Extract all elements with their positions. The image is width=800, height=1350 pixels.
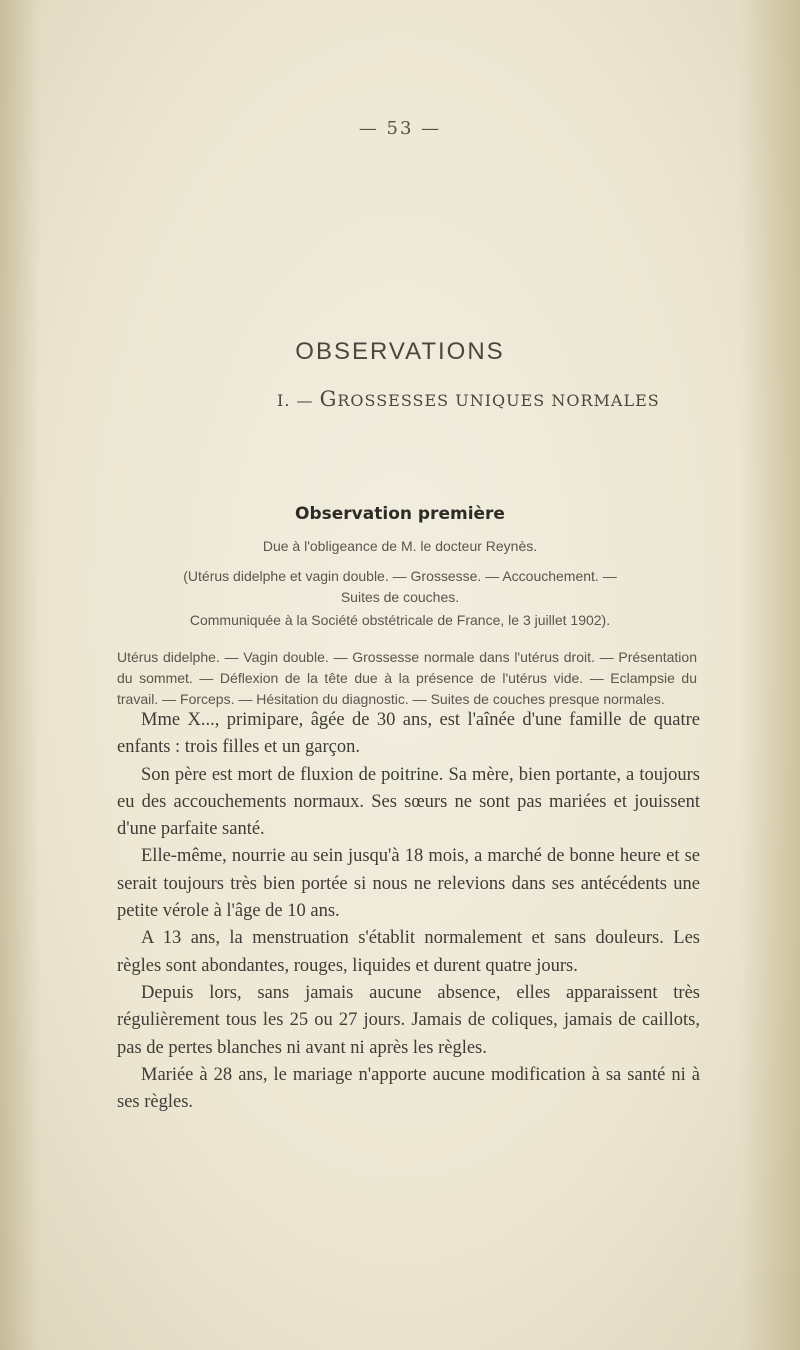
case-summary: Utérus didelphe. — Vagin double. — Grossesse normale dans l'utérus droit. — Présentation du sommet. — Déflexion de la tête due à la présence de l'utérus vide. — Eclampsie du travail. — Forceps. — Hésitation du diagnostic. — Suites de couches presque normales. [117,649,697,707]
section-rest: ROSSESSES UNIQUES NORMALES [337,391,660,410]
subject-line-2: Suites de couches. [340,589,460,605]
subject-line-1: (Utérus didelphe et vagin double. — Grossesse. — Accouchement. — [183,568,617,584]
paragraph: Depuis lors, sans jamais aucune absence, elles apparaissent très régulièrement tous les 25 ou 27 jours. Jamais de coliques, jamais de caillots, pas de pertes blanches ni avant ni après les règles. [117,982,700,1058]
observation-title: Observation première [295,504,505,524]
paragraph: A 13 ans, la menstruation s'établit normalement et sans douleurs. Les règles sont abondantes, rouges, liquides et durent quatre jours. [117,928,700,976]
paragraph: Mme X..., primipare, âgée de 30 ans, est l'aînée d'une famille de quatre enfants : trois filles et un garçon. [117,710,700,758]
courtesy-line: Due à l'obligeance de M. le docteur Reynès. [262,538,538,554]
page-number: — 53 — [358,118,442,139]
body-text [117,707,700,1116]
paragraph: Son père est mort de fluxion de poitrine. Sa mère, bien portante, a toujours eu des accouchements normaux. Ses sœurs ne sont pas mariées et jouissent d'une parfaite santé. [117,764,700,840]
page-edge-shadow-left [0,0,40,1350]
section-initial: G [319,387,338,411]
paragraph: Elle-même, nourrie au sein jusqu'à 18 mois, a marché de bonne heure et se serait toujours très bien portée si nous ne relevions dans ses antécédents une petite vérole à l'âge de 10 ans. [117,846,700,922]
communicated-line: Communiquée à la Société obstétricale de France, le 3 juillet 1902). [189,612,611,628]
section-heading [277,387,677,411]
section-prefix: I. — [277,391,320,410]
paragraph: Mariée à 28 ans, le mariage n'apporte aucune modification à sa santé ni à ses règles. [117,1064,700,1113]
page-edge-shadow-right [740,0,800,1350]
page-title: OBSERVATIONS [295,338,505,365]
